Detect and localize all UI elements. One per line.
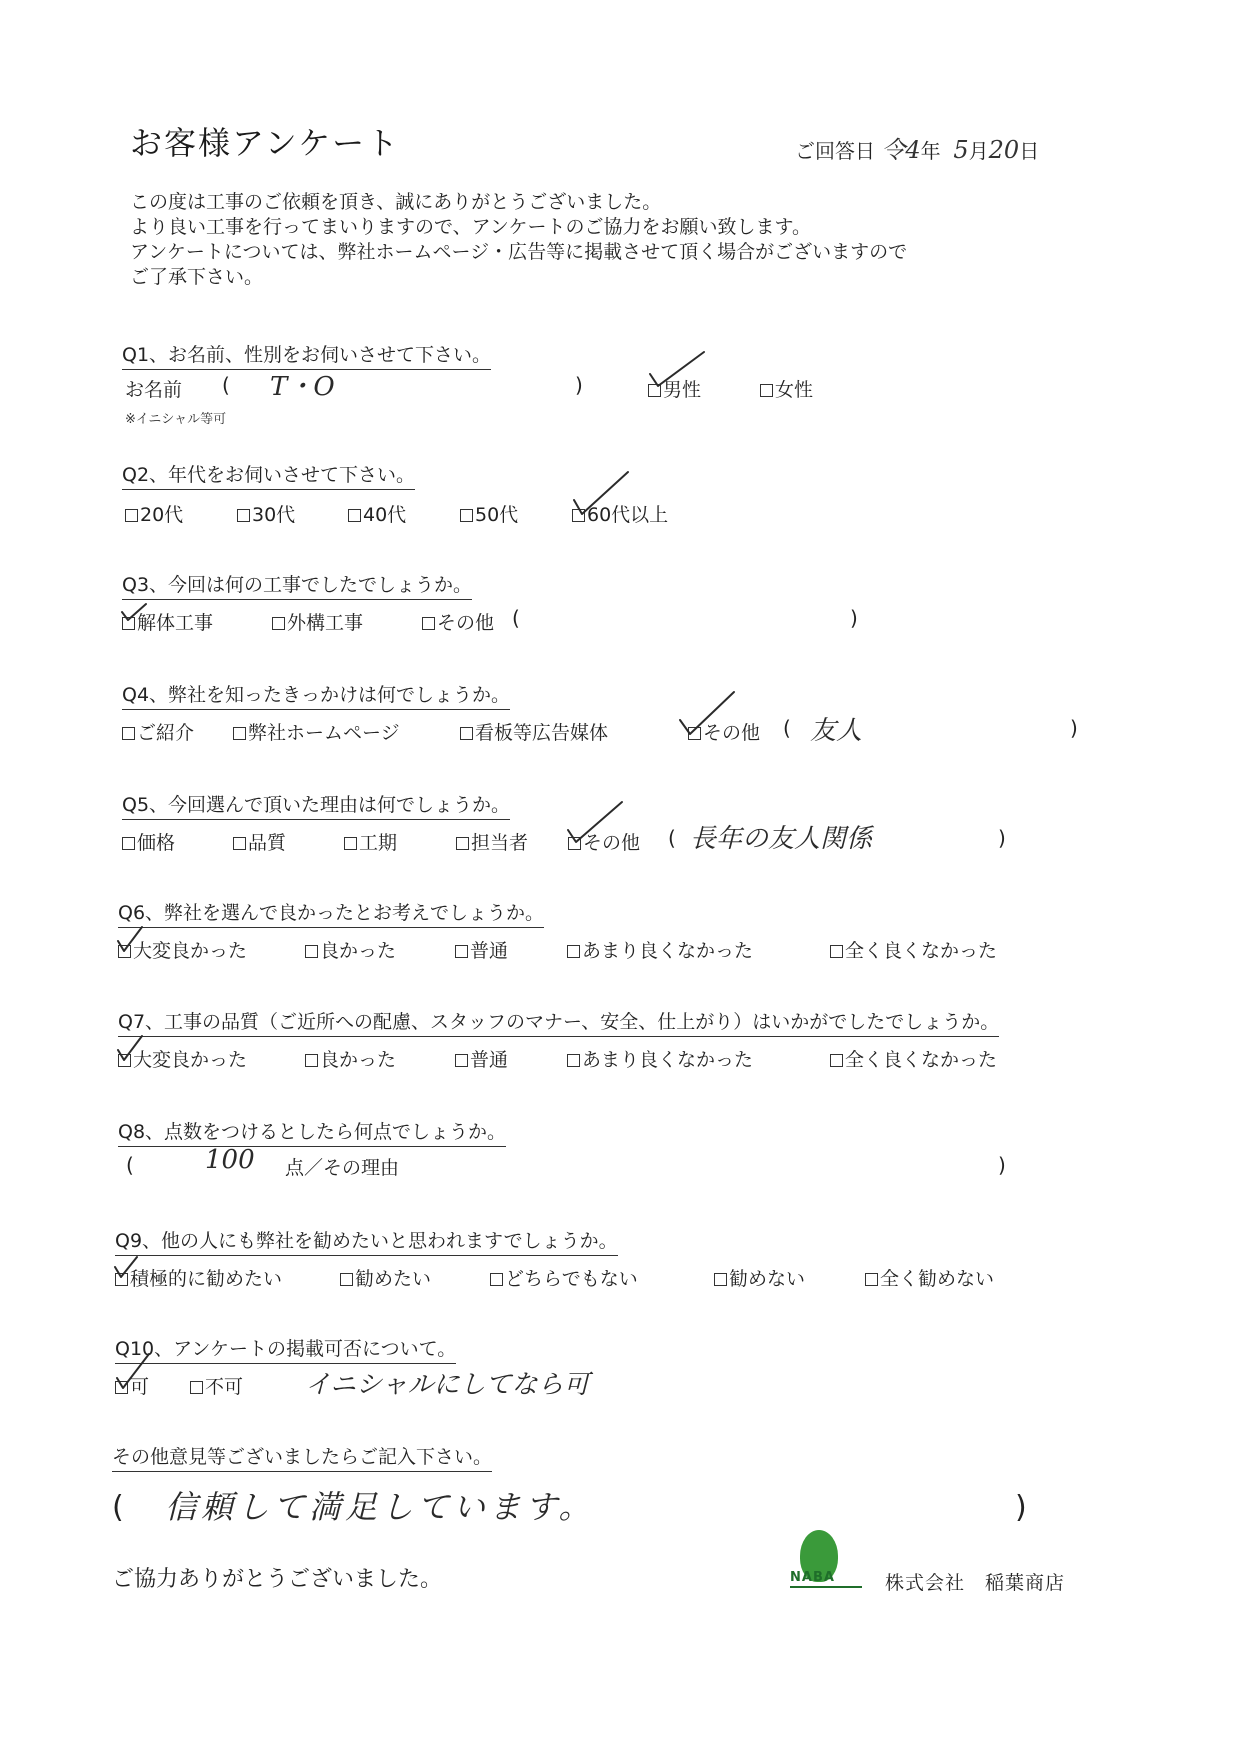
checkbox[interactable] (830, 945, 843, 958)
q6-question: Q6、弊社を選んで良かったとお考えでしょうか。 (118, 898, 544, 928)
q5-option-staff[interactable] (456, 828, 528, 855)
checkbox[interactable] (305, 945, 318, 958)
check-mark-icon (120, 600, 150, 624)
q7-option-average[interactable] (455, 1045, 508, 1072)
checkbox[interactable] (422, 617, 435, 630)
q9-option-recommend[interactable] (340, 1264, 431, 1291)
q3-question: Q3、今回は何の工事でしたでしょうか。 (122, 570, 472, 600)
intro-line: より良い工事を行ってまいりますので、アンケートのご協力をお願い致します。 (130, 216, 811, 238)
checkbox[interactable] (344, 837, 357, 850)
q4-question: Q4、弊社を知ったきっかけは何でしょうか。 (122, 680, 510, 710)
option-label: 20代 (140, 504, 184, 526)
option-label: 50代 (475, 504, 519, 526)
checkbox[interactable] (567, 945, 580, 958)
option-label: 普通 (470, 1049, 509, 1071)
option-label: あまり良くなかった (582, 940, 754, 962)
comments-label: その他意見等ございましたらご記入下さい。 (112, 1442, 492, 1472)
q1-question: Q1、お名前、性別をお伺いさせて下さい。 (122, 340, 491, 370)
q2-option-40s[interactable] (348, 500, 406, 527)
checkbox[interactable] (865, 1273, 878, 1286)
option-label: 解体工事 (137, 612, 214, 634)
q4-option-referral[interactable] (122, 718, 194, 745)
check-mark-icon (572, 470, 632, 520)
q8-score-suffix: 点／その理由 (285, 1157, 400, 1179)
option-label: 担当者 (471, 832, 529, 854)
check-mark-icon (113, 1352, 153, 1392)
q6-option-not-good[interactable] (567, 936, 753, 963)
q4-paren-close: ) (1070, 716, 1078, 740)
checkbox[interactable] (190, 1381, 203, 1394)
q10-question: Q10、アンケートの掲載可否について。 (115, 1334, 456, 1364)
checkbox[interactable] (760, 384, 773, 397)
intro-line: この度は工事のご依頼を頂き、誠にありがとうございました。 (130, 191, 662, 213)
checkbox[interactable] (455, 945, 468, 958)
check-mark-icon (116, 1034, 146, 1064)
option-label: 不可 (205, 1376, 244, 1398)
q6-option-bad[interactable] (830, 936, 997, 963)
q4-other-answer[interactable]: 友人 (810, 716, 863, 746)
option-label: 男性 (663, 379, 702, 401)
q3-paren-open: ( (512, 606, 520, 630)
q1-option-female[interactable] (760, 375, 813, 402)
q2-option-20s[interactable] (125, 500, 183, 527)
checkbox[interactable] (305, 1054, 318, 1067)
option-label: 30代 (252, 504, 296, 526)
q7-question: Q7、工事の品質（ご近所への配慮、スタッフのマナー、安全、仕上がり）はいかがでしたでしょうか。 (118, 1007, 999, 1037)
checkbox[interactable] (456, 837, 469, 850)
checkbox[interactable] (460, 727, 473, 740)
option-label: 外構工事 (287, 612, 364, 634)
checkbox[interactable] (460, 509, 473, 522)
option-label: その他 (437, 612, 495, 634)
q1-name-label: お名前 (125, 379, 183, 401)
q2-option-50s[interactable] (460, 500, 518, 527)
q4-option-signboard[interactable] (460, 718, 608, 745)
intro-text (130, 190, 907, 290)
q8-question: Q8、点数をつけるとしたら何点でしょうか。 (118, 1117, 506, 1147)
date-year-label: 年 (920, 139, 941, 163)
option-label: あまり良くなかった (582, 1049, 754, 1071)
q5-paren-open: ( (668, 826, 676, 850)
check-mark-icon (113, 1255, 141, 1281)
option-label: 大変良かった (133, 1049, 248, 1071)
option-label: 看板等広告媒体 (475, 722, 609, 744)
q1-name-answer[interactable]: T・O (270, 372, 335, 402)
q5-option-period[interactable] (344, 828, 397, 855)
q3-option-other[interactable] (422, 608, 494, 635)
option-label: 弊社ホームページ (248, 722, 400, 744)
check-mark-icon (648, 350, 708, 390)
q5-other-answer[interactable]: 長年の友人関係 (690, 824, 873, 854)
q8-paren-close: ) (998, 1153, 1006, 1177)
q3-option-exterior[interactable] (272, 608, 363, 635)
checkbox[interactable] (714, 1273, 727, 1286)
checkbox[interactable] (125, 509, 138, 522)
checkbox[interactable] (340, 1273, 353, 1286)
option-label: 全く良くなかった (845, 940, 998, 962)
date-month-label: 月 (968, 139, 989, 163)
option-label: 全く勧めない (880, 1268, 995, 1290)
option-label: 可 (130, 1376, 150, 1398)
date-era-handwritten: 令4 (881, 136, 921, 164)
checkbox[interactable] (348, 509, 361, 522)
intro-line: アンケートについては、弊社ホームページ・広告等に掲載させて頂く場合がございますので (130, 241, 908, 263)
closing-message: ご協力ありがとうございました。 (112, 1567, 443, 1592)
company-logo (790, 1530, 870, 1590)
q8-score-answer[interactable]: 100 (205, 1145, 255, 1175)
checkbox[interactable] (567, 1054, 580, 1067)
option-label: 品質 (248, 832, 287, 854)
option-label: その他 (583, 832, 641, 854)
q1-paren-close: ) (575, 373, 583, 397)
page-title: お客様アンケート (130, 124, 401, 162)
option-label: ご紹介 (137, 722, 195, 744)
option-label: 全く良くなかった (845, 1049, 998, 1071)
checkbox[interactable] (455, 1054, 468, 1067)
q7-option-not-good[interactable] (567, 1045, 753, 1072)
option-label: 良かった (320, 1049, 397, 1071)
comments-paren-close: ) (1015, 1490, 1027, 1525)
date-day-handwritten: 20 (988, 136, 1020, 164)
q5-option-price[interactable] (122, 828, 175, 855)
q6-option-good[interactable] (305, 936, 396, 963)
option-label: 女性 (775, 379, 814, 401)
option-label: 勧めない (729, 1268, 806, 1290)
q5-option-quality[interactable] (233, 828, 286, 855)
option-label: 40代 (363, 504, 407, 526)
option-label: 普通 (470, 940, 509, 962)
date-day-label: 日 (1019, 139, 1040, 163)
logo-text: NABA (790, 1570, 835, 1585)
q6-option-average[interactable] (455, 936, 508, 963)
check-mark-icon (116, 925, 146, 955)
checkbox[interactable] (122, 837, 135, 850)
date-label: ご回答日 (795, 139, 875, 163)
q10-option-not-allowed[interactable] (190, 1372, 243, 1399)
company-name: 株式会社 稲葉商店 (885, 1572, 1066, 1594)
q7-option-bad[interactable] (830, 1045, 997, 1072)
q2-option-30s[interactable] (237, 500, 295, 527)
answer-date (795, 130, 1039, 165)
q3-paren-close: ) (850, 606, 858, 630)
comments-answer[interactable]: 信頼して満足しています。 (165, 1488, 595, 1526)
option-label: 価格 (137, 832, 176, 854)
q1-paren-open: ( (222, 373, 230, 397)
q5-question: Q5、今回選んで頂いた理由は何でしょうか。 (122, 790, 510, 820)
q9-question: Q9、他の人にも弊社を勧めたいと思われますでしょうか。 (115, 1226, 618, 1256)
checkbox[interactable] (237, 509, 250, 522)
check-mark-icon (566, 800, 626, 846)
checkbox[interactable] (830, 1054, 843, 1067)
q4-option-homepage[interactable] (233, 718, 400, 745)
q1-note: ※イニシャル等可 (125, 412, 227, 427)
date-month-handwritten: 5 (953, 136, 969, 164)
checkbox[interactable] (272, 617, 285, 630)
option-label: 勧めたい (355, 1268, 432, 1290)
q10-note-answer[interactable]: イニシャルにしてなら可 (305, 1370, 590, 1400)
q9-option-neutral[interactable] (490, 1264, 638, 1291)
comments-paren-open: ( (112, 1490, 124, 1525)
option-label: 積極的に勧めたい (130, 1268, 283, 1290)
checkbox[interactable] (490, 1273, 503, 1286)
checkbox[interactable] (122, 727, 135, 740)
option-label: 大変良かった (133, 940, 248, 962)
option-label: 工期 (359, 832, 398, 854)
check-mark-icon (678, 690, 738, 740)
logo-underline (790, 1586, 862, 1588)
option-label: その他 (703, 722, 761, 744)
q9-option-not-recommend[interactable] (714, 1264, 805, 1291)
q5-paren-close: ) (998, 826, 1006, 850)
checkbox[interactable] (233, 837, 246, 850)
intro-line: ご了承下さい。 (130, 266, 264, 288)
q9-option-never-recommend[interactable] (865, 1264, 994, 1291)
option-label: 良かった (320, 940, 397, 962)
option-label: どちらでもない (505, 1268, 638, 1290)
q7-option-good[interactable] (305, 1045, 396, 1072)
q2-question: Q2、年代をお伺いさせて下さい。 (122, 460, 415, 490)
q4-paren-open: ( (783, 716, 791, 740)
q8-paren-open: ( (126, 1153, 134, 1177)
checkbox[interactable] (233, 727, 246, 740)
option-label: 60代以上 (587, 504, 669, 526)
